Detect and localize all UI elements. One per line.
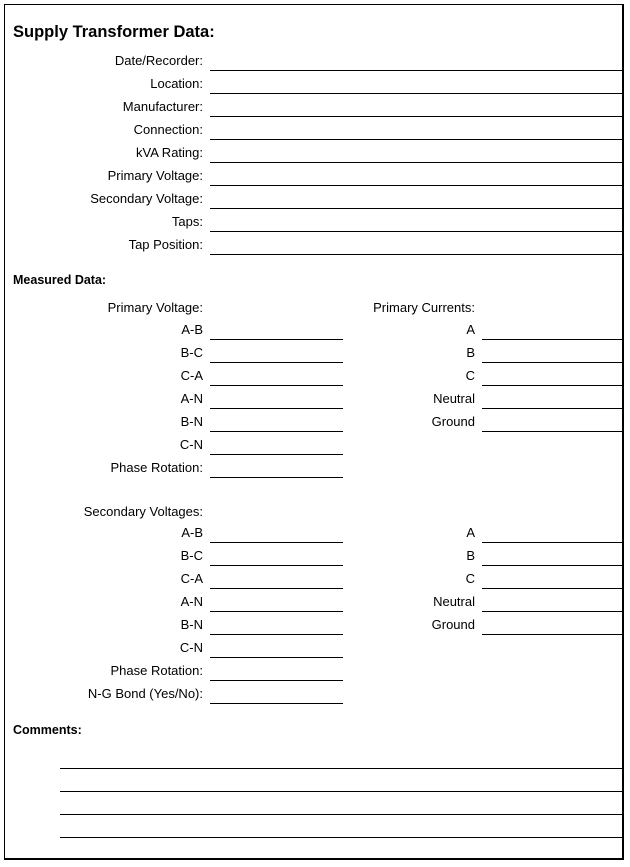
- secondary-voltage-input-line[interactable]: [210, 634, 343, 635]
- secondary-voltage-input-line[interactable]: [210, 657, 343, 658]
- primary-current-label: Ground: [431, 414, 475, 429]
- transformer-label: Date/Recorder:: [114, 53, 203, 68]
- primary-voltage-input-line[interactable]: [210, 362, 343, 363]
- comment-line[interactable]: [60, 768, 622, 769]
- transformer-input-line[interactable]: [210, 93, 622, 94]
- primary-current-label: C: [465, 368, 475, 383]
- secondary-voltage-input-line[interactable]: [210, 680, 343, 681]
- primary-current-label: A: [466, 322, 475, 337]
- primary-currents-heading: Primary Currents:: [373, 300, 475, 315]
- transformer-label: Primary Voltage:: [107, 168, 203, 183]
- transformer-input-line[interactable]: [210, 254, 622, 255]
- transformer-label: Secondary Voltage:: [90, 191, 203, 206]
- comments-heading: Comments:: [13, 723, 82, 737]
- primary-current-label: Neutral: [433, 391, 475, 406]
- primary-current-label: B: [466, 345, 475, 360]
- secondary-voltage-label: A-N: [180, 594, 203, 609]
- secondary-current-label: B: [466, 548, 475, 563]
- secondary-voltage-label: N-G Bond (Yes/No):: [87, 686, 203, 701]
- secondary-voltage-input-line[interactable]: [210, 542, 343, 543]
- secondary-current-label: C: [465, 571, 475, 586]
- secondary-current-input-line[interactable]: [482, 565, 622, 566]
- primary-voltage-input-line[interactable]: [210, 454, 343, 455]
- secondary-voltage-label: B-N: [180, 617, 203, 632]
- transformer-label: Connection:: [133, 122, 203, 137]
- transformer-label: Location:: [150, 76, 203, 91]
- primary-voltage-input-line[interactable]: [210, 477, 343, 478]
- primary-voltage-label: A-N: [180, 391, 203, 406]
- secondary-voltage-label: C-A: [180, 571, 203, 586]
- transformer-input-line[interactable]: [210, 185, 622, 186]
- primary-current-input-line[interactable]: [482, 431, 622, 432]
- secondary-current-label: Ground: [431, 617, 475, 632]
- secondary-current-input-line[interactable]: [482, 542, 622, 543]
- secondary-current-input-line[interactable]: [482, 634, 622, 635]
- secondary-current-input-line[interactable]: [482, 611, 622, 612]
- transformer-label: Manufacturer:: [122, 99, 203, 114]
- primary-current-input-line[interactable]: [482, 339, 622, 340]
- secondary-voltage-input-line[interactable]: [210, 588, 343, 589]
- primary-voltage-label: Phase Rotation:: [110, 460, 203, 475]
- transformer-input-line[interactable]: [210, 231, 622, 232]
- transformer-label: Tap Position:: [128, 237, 203, 252]
- primary-voltage-input-line[interactable]: [210, 408, 343, 409]
- primary-voltage-label: B-N: [180, 414, 203, 429]
- transformer-input-line[interactable]: [210, 139, 622, 140]
- primary-current-input-line[interactable]: [482, 362, 622, 363]
- transformer-input-line[interactable]: [210, 208, 622, 209]
- secondary-voltage-label: A-B: [181, 525, 203, 540]
- primary-voltage-input-line[interactable]: [210, 339, 343, 340]
- secondary-voltage-input-line[interactable]: [210, 565, 343, 566]
- transformer-input-line[interactable]: [210, 162, 622, 163]
- transformer-label: Taps:: [171, 214, 203, 229]
- primary-voltage-label: C-A: [180, 368, 203, 383]
- secondary-current-label: A: [466, 525, 475, 540]
- secondary-voltage-input-line[interactable]: [210, 703, 343, 704]
- comment-line[interactable]: [60, 791, 622, 792]
- secondary-voltage-label: Phase Rotation:: [110, 663, 203, 678]
- secondary-voltage-label: B-C: [180, 548, 203, 563]
- primary-current-input-line[interactable]: [482, 385, 622, 386]
- measured-data-heading: Measured Data:: [13, 273, 107, 287]
- primary-current-input-line[interactable]: [482, 408, 622, 409]
- transformer-input-line[interactable]: [210, 70, 622, 71]
- primary-voltage-heading: Primary Voltage:: [107, 300, 203, 315]
- primary-voltage-label: C-N: [179, 437, 203, 452]
- primary-voltage-input-line[interactable]: [210, 385, 343, 386]
- secondary-current-input-line[interactable]: [482, 588, 622, 589]
- primary-voltage-label: B-C: [180, 345, 203, 360]
- secondary-current-label: Neutral: [433, 594, 475, 609]
- secondary-voltage-input-line[interactable]: [210, 611, 343, 612]
- comment-line[interactable]: [60, 837, 622, 838]
- form-title: Supply Transformer Data:: [13, 23, 215, 41]
- transformer-label: kVA Rating:: [136, 145, 203, 160]
- transformer-input-line[interactable]: [210, 116, 622, 117]
- comment-line[interactable]: [60, 814, 622, 815]
- secondary-voltage-label: C-N: [179, 640, 203, 655]
- secondary-voltages-heading: Secondary Voltages:: [83, 504, 203, 519]
- primary-voltage-input-line[interactable]: [210, 431, 343, 432]
- primary-voltage-label: A-B: [181, 322, 203, 337]
